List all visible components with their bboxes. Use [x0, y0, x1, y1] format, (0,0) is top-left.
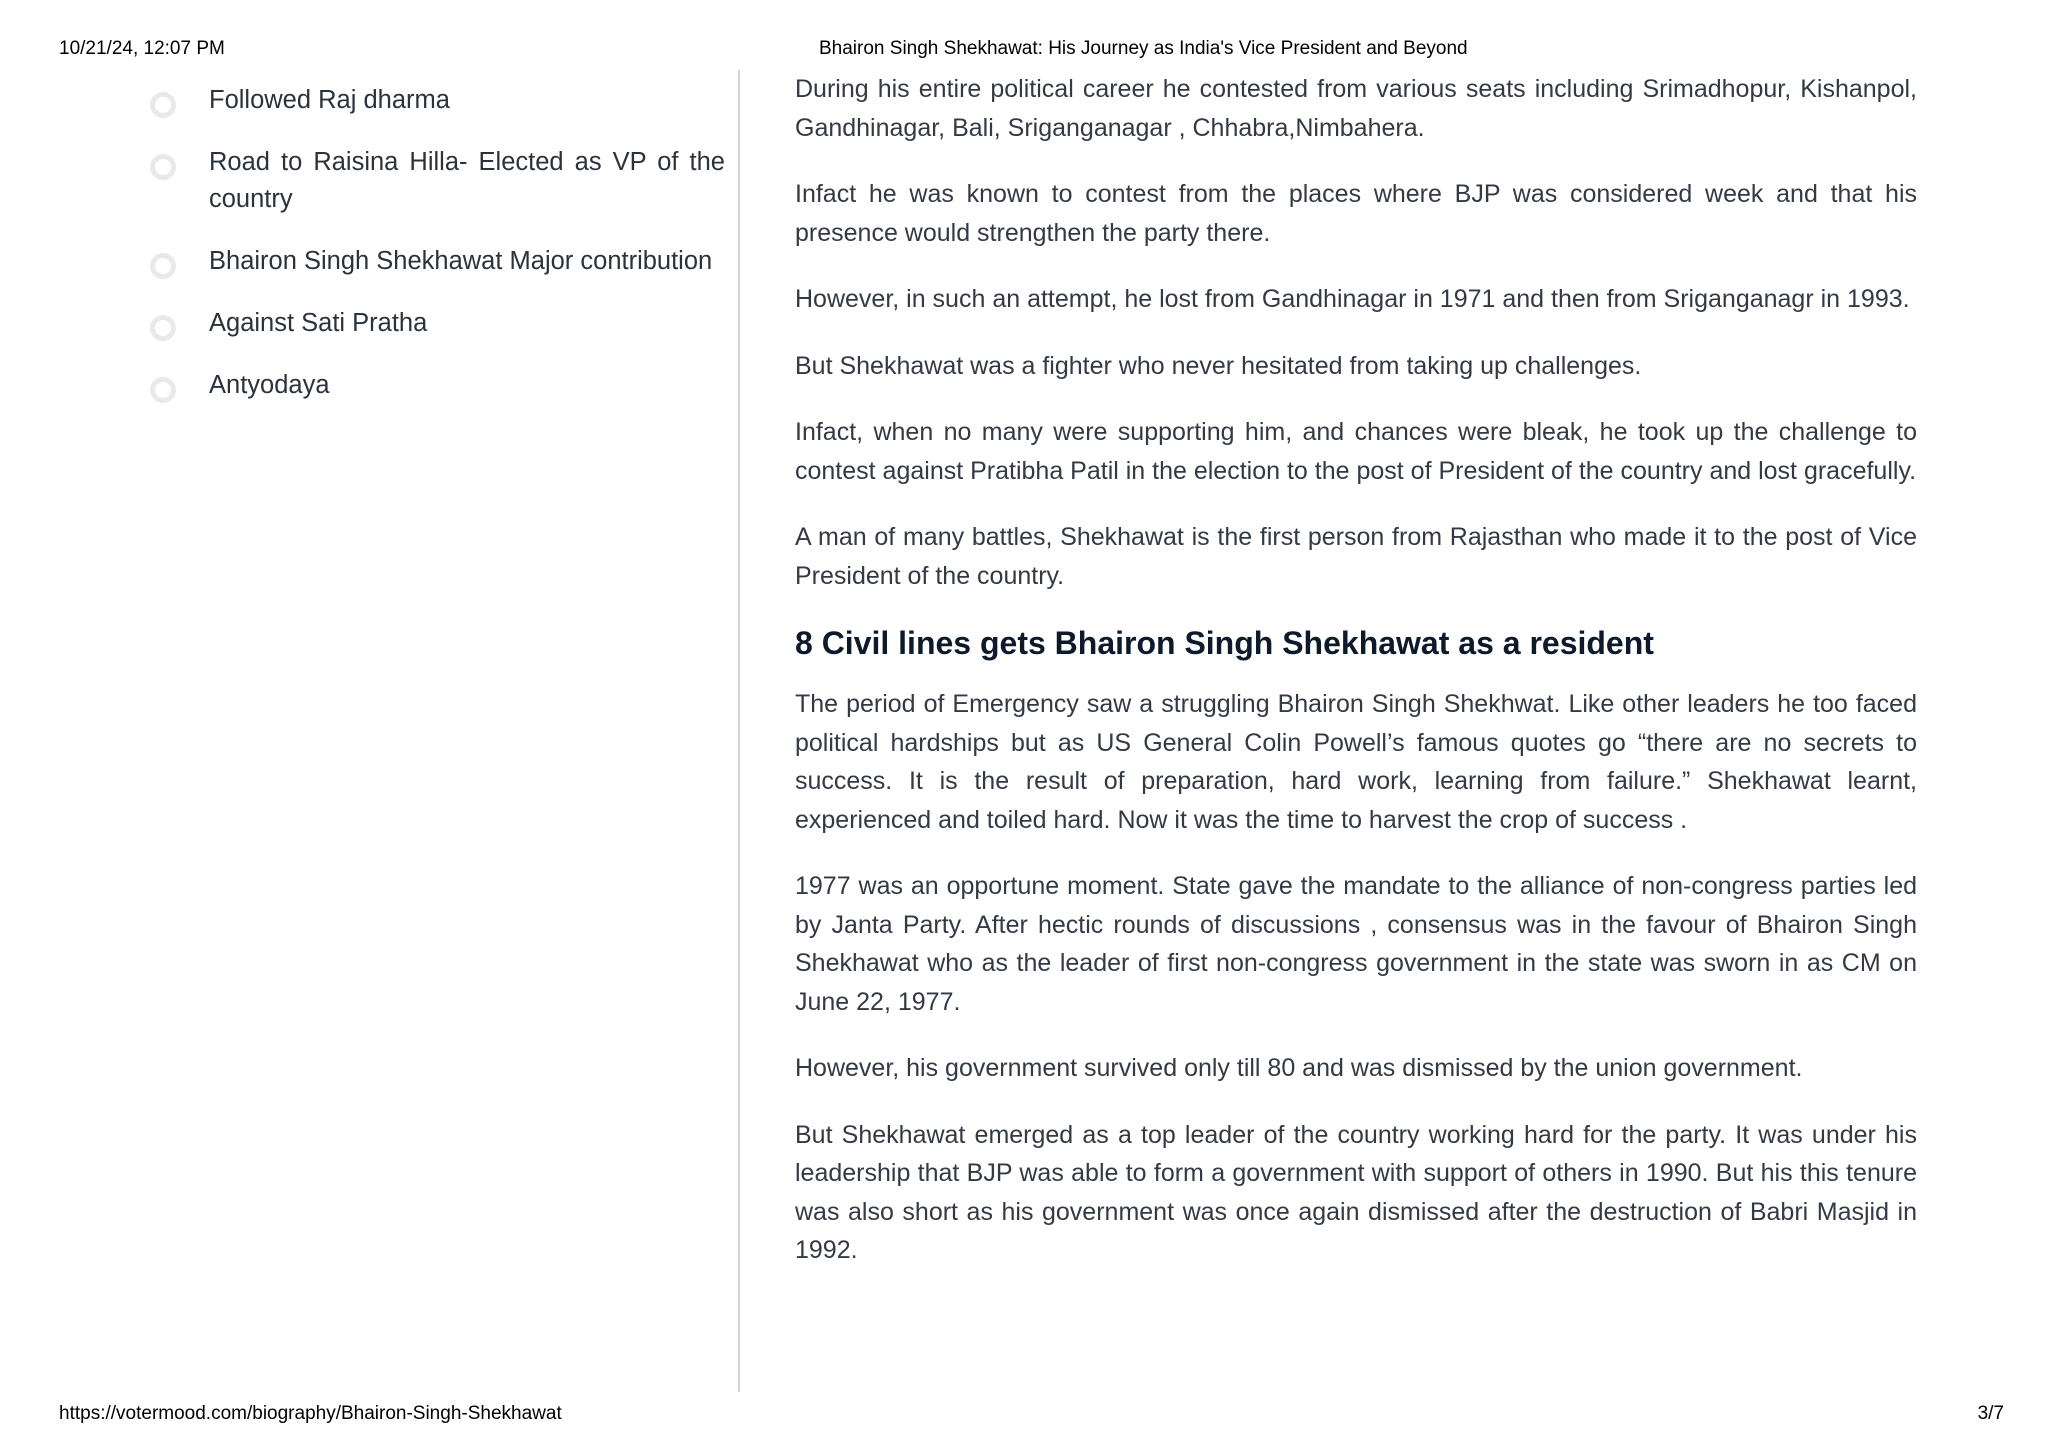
toc-item-label: Against Sati Pratha: [209, 309, 428, 337]
circle-bullet-icon: [150, 377, 176, 403]
print-page-number: 3/7: [1977, 1403, 2004, 1424]
circle-bullet-icon: [150, 315, 176, 341]
print-page-title: Bhairon Singh Shekhawat: His Journey as India's Vice President and Beyond: [819, 38, 1468, 59]
toc-item-followed-raj-dharma[interactable]: [150, 82, 725, 119]
article-paragraph: 1977 was an opportune moment. State gave the mandate to the alliance of non-congress parties led by Janta Party. After hectic rounds of discussions , consensus was in the favour of Bhairon Singh Shekhawat who as the leader of first non-congress government in the state was sworn in as CM on June 22, 1977.: [795, 872, 1917, 1016]
toc-item-label: Road to Raisina Hilla- Elected as VP of the country: [209, 148, 725, 213]
toc-item-major-contribution[interactable]: [150, 243, 725, 280]
toc-item-label: Antyodaya: [209, 371, 330, 399]
section-heading: 8 Civil lines gets Bhairon Singh Shekhawat as a resident: [795, 625, 1654, 661]
article-paragraph: However, his government survived only till 80 and was dismissed by the union government.: [795, 1054, 1803, 1082]
circle-bullet-icon: [150, 92, 176, 118]
toc-item-road-to-raisina-hill[interactable]: [150, 144, 725, 218]
circle-bullet-icon: [150, 253, 176, 279]
article-paragraph: A man of many battles, Shekhawat is the first person from Rajasthan who made it to the post of Vice President of the country.: [795, 523, 1917, 590]
toc-item-label: Bhairon Singh Shekhawat Major contribution: [209, 247, 713, 275]
article-paragraph: During his entire political career he contested from various seats including Srimadhopur, Kishanpol, Gandhinagar, Bali, Sriganganagar , Chhabra,Nimbahera.: [795, 75, 1917, 142]
article-paragraph: Infact, when no many were supporting him, and chances were bleak, he took up the challenge to contest against Pratibha Patil in the election to the post of President of the country and lost gracefully.: [795, 418, 1917, 485]
toc-item-antyodaya[interactable]: [150, 367, 725, 404]
column-divider: [738, 70, 740, 1392]
table-of-contents: [150, 82, 725, 429]
article-paragraph: However, in such an attempt, he lost from Gandhinagar in 1971 and then from Sriganganagr in 1993.: [795, 285, 1910, 313]
article-paragraph: Infact he was known to contest from the places where BJP was considered week and that his presence would strengthen the party there.: [795, 180, 1917, 247]
print-datetime: 10/21/24, 12:07 PM: [59, 38, 225, 59]
circle-bullet-icon: [150, 154, 176, 180]
toc-item-against-sati-pratha[interactable]: [150, 305, 725, 342]
toc-item-label: Followed Raj dharma: [209, 86, 450, 114]
article-paragraph: The period of Emergency saw a struggling Bhairon Singh Shekhwat. Like other leaders he too faced political hardships but as US General Colin Powell’s famous quotes go “there are no secrets to success. It is the result of preparation, hard work, learning from failure.” Shekhawat learnt, experienced and toiled hard. Now it was the time to harvest the crop of success .: [795, 690, 1917, 834]
article-body: [795, 70, 1917, 1298]
article-paragraph: But Shekhawat was a fighter who never hesitated from taking up challenges.: [795, 351, 1642, 380]
article-paragraph: But Shekhawat emerged as a top leader of the country working hard for the party. It was under his leadership that BJP was able to form a government with support of others in 1990. But his this tenure was also short as his government was once again dismissed after the destruction of Babri Masjid in 1992.: [795, 1120, 1917, 1264]
print-source-url: https://votermood.com/biography/Bhairon-Singh-Shekhawat: [59, 1403, 562, 1424]
